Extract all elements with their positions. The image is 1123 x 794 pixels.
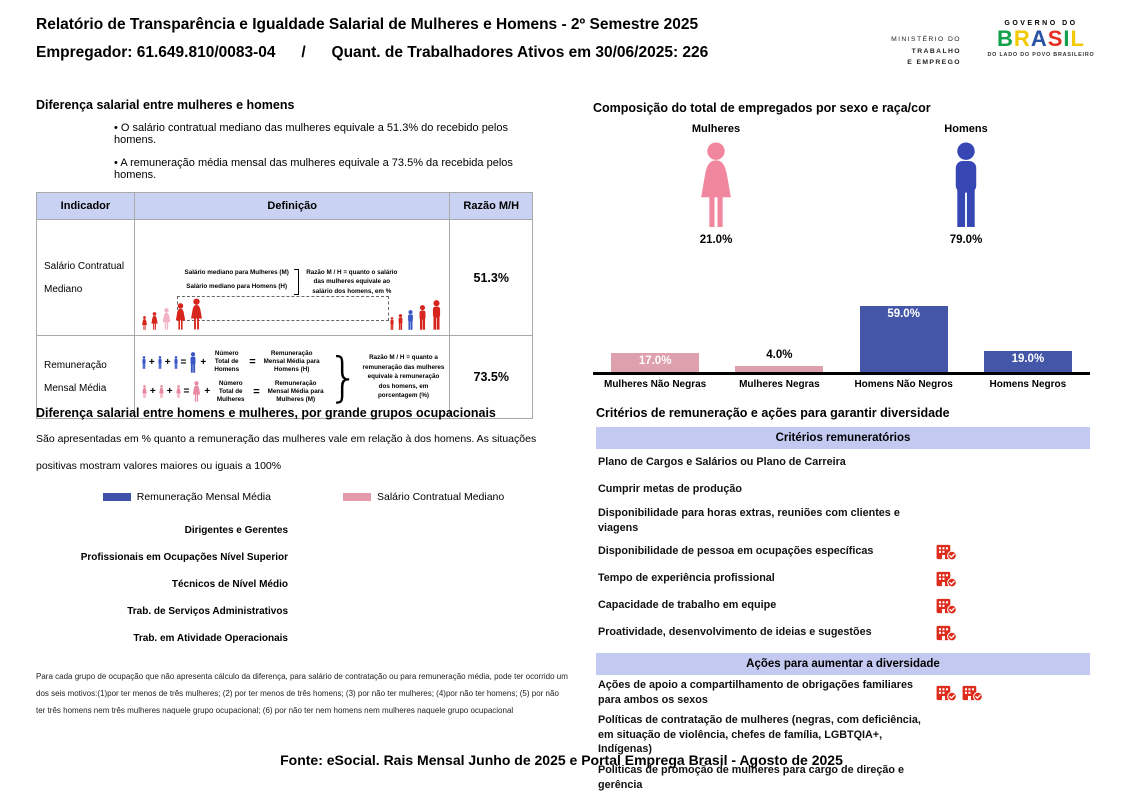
bar-slot-mulheres-nao-negras: [593, 353, 717, 372]
bar-homens-nao-negros: [860, 306, 948, 372]
woman-icon: [141, 316, 148, 330]
ministry-logo: [891, 20, 961, 69]
criteria-label: Plano de Cargos e Salários ou Plano de Carreira: [598, 456, 846, 469]
category-dirigentes: Dirigentes e Gerentes: [184, 524, 288, 536]
men-percentage: 79.0%: [949, 234, 983, 246]
header: [36, 16, 1105, 69]
criteria-label: Políticas de promoção de mulheres para cargo de direção e gerência: [598, 763, 905, 791]
x-axis-labels: [593, 375, 1090, 390]
women-sum-label: Remuneração Mensal Média para Mulheres (M): [267, 379, 324, 403]
criteria-title: Critérios de remuneração e ações para garantir diversidade: [596, 406, 950, 420]
criteria-row: [596, 592, 1090, 619]
criteria-row: [596, 538, 1090, 565]
indicator-table-header: [37, 193, 533, 220]
man-icon: [397, 314, 404, 330]
bar-slot-mulheres-negras: [717, 349, 841, 372]
category-servicos-administrativos: Trab. de Serviços Administrativos: [127, 605, 288, 617]
plus-sign: +: [166, 386, 173, 398]
criteria-label: Tempo de experiência profissional: [598, 572, 775, 585]
man-icon: [389, 317, 395, 330]
man-icon-large: [188, 352, 198, 373]
man-icon: [417, 305, 428, 330]
employer-line: Empregador: 61.649.810/0083-04 / Quant. de Trabalhadores Ativos em 30/06/2025: 226: [36, 44, 709, 61]
woman-icon: [189, 298, 204, 330]
company-check-icon: [962, 684, 983, 701]
col-indicador: Indicador: [37, 193, 135, 220]
table-row-median-salary: [37, 220, 533, 336]
criteria-row: [596, 675, 1090, 710]
report-title: Relatório de Transparência e Igualdade Salarial de Mulheres e Homens - 2º Semestre 2025: [36, 16, 699, 33]
women-summary: [651, 123, 781, 246]
race-gender-bar-chart: [593, 289, 1090, 390]
salary-gap-title: Diferença salarial entre mulheres e homens: [36, 98, 295, 112]
ministry-line3: E EMPREGO: [907, 59, 961, 67]
women-label: Mulheres: [691, 123, 741, 135]
company-check-icon: [936, 624, 957, 641]
men-sum-label: Remuneração Mensal Média para Homens (H): [263, 349, 320, 374]
men-count-label: Número Total de Homens: [214, 349, 240, 374]
plus-sign: +: [149, 386, 156, 398]
woman-icon: [158, 385, 165, 398]
women-group-figures: [141, 298, 204, 330]
legend-item-remuneracao: [103, 491, 271, 503]
criteria-row: [596, 619, 1090, 646]
men-label: Homens: [944, 123, 988, 135]
government-logo-top: GOVERNO DO: [1004, 20, 1078, 27]
government-logo-tagline: DO LADO DO POVO BRASILEIRO: [987, 52, 1095, 59]
bars-row: [593, 289, 1090, 375]
category-atividade-operacionais: Trab. em Atividade Operacionais: [133, 632, 288, 644]
occupational-section: [36, 406, 571, 719]
criteria-label: Disponibilidade de pessoa em ocupações específicas: [598, 545, 874, 558]
man-pictogram-icon: [947, 142, 985, 228]
median-dashed-box: [177, 296, 390, 321]
mean-ratio-explainer: Razão M / H = quanto a remuneração das mulheres equivale à remuneração dos homens, em porcentagem (%): [362, 354, 445, 400]
woman-icon: [150, 312, 159, 330]
bar-value-label: 17.0%: [638, 355, 672, 367]
plus-sign: +: [164, 356, 171, 368]
woman-icon: [141, 385, 148, 398]
bar-value-label: 4.0%: [766, 349, 793, 361]
source-footer: Fonte: eSocial. Rais Mensal Junho de 2025 e Portal Emprega Brasil - Agosto de 2025: [280, 752, 843, 768]
bar-value-label: 59.0%: [887, 308, 920, 320]
men-formula: [141, 350, 328, 375]
plus-sign: +: [200, 356, 207, 368]
median-men-label: Salário mediano para Homens (H): [186, 282, 288, 290]
occupational-categories: [36, 517, 571, 652]
criteria-label: Proatividade, desenvolvimento de ideias e sugestões: [598, 626, 872, 639]
plus-sign: +: [204, 386, 211, 398]
criteria-label: Disponibilidade para horas extras, reuniões com clientes e viagens: [598, 507, 900, 534]
bar-slot-homens-nao-negros: [842, 306, 966, 372]
ministry-line2: TRABALHO: [911, 47, 961, 55]
brasil-wordmark: BRASIL: [997, 26, 1085, 51]
criteria-row: [596, 503, 1090, 538]
man-icon: [173, 356, 179, 369]
actions-header-band: Ações para aumentar a diversidade: [596, 653, 1090, 675]
bar-homens-negros: [984, 351, 1072, 372]
salary-gap-bullets: [114, 122, 536, 181]
woman-icon: [174, 303, 187, 330]
company-check-icon: [936, 570, 957, 587]
criteria-label: Ações de apoio a compartilhamento de obrigações familiares para ambos os sexos: [598, 679, 914, 706]
woman-icon-large: [191, 381, 202, 402]
composition-section: [593, 101, 1090, 390]
bar-mulheres-nao-negras: [611, 353, 699, 372]
x-label: Mulheres Não Negras: [603, 379, 707, 390]
woman-icon: [175, 385, 182, 398]
company-check-icon: [936, 684, 957, 701]
equals-sign: =: [249, 356, 256, 369]
col-definicao: Definição: [134, 193, 450, 220]
definition-median: [134, 220, 450, 336]
legend-swatch-pink: [343, 493, 371, 501]
criteria-row: [596, 449, 1090, 476]
ministry-line1: MINISTÉRIO DO: [891, 36, 961, 43]
header-logos: [891, 16, 1105, 69]
equals-sign: =: [253, 385, 260, 398]
company-check-icon: [936, 597, 957, 614]
median-ratio-explainer: Razão M / H = quanto o salário das mulheres equivale ao salário dos homens, em %: [306, 269, 398, 295]
men-group-figures: [389, 300, 443, 330]
occupational-footnote: Para cada grupo de ocupação que não apresenta cálculo da diferença, para salário de contratação ou para remuneração média, pode ter ocorrido um dos seis motivos:(1)por ter menos de três mulheres; (2) por ter menos de três homens; (3) por não ter mulheres; (4)por não ter homens; (5) por não ter três homens nem três mulheres naquele grupo ocupacional; (6) por não ter nem homens nem mulheres naquele grupo ocupacional: [36, 671, 568, 715]
criteria-row: [596, 565, 1090, 592]
women-count-label: Número Total de Mulheres: [216, 379, 245, 403]
mean-ratio-value: 73.5%: [450, 336, 533, 419]
x-label: Mulheres Negras: [739, 379, 820, 390]
bullet-median-salary: • O salário contratual mediano das mulheres equivale a 51.3% do recebido pelos homens.: [114, 122, 536, 146]
criteria-header-band: Critérios remuneratórios: [596, 427, 1090, 449]
legend-label: Salário Contratual Mediano: [376, 490, 505, 503]
occupational-title: Diferença salarial entre homens e mulheres, por grande grupos ocupacionais: [36, 406, 496, 420]
indicator-label: Salário Contratual Mediano: [37, 220, 135, 336]
bar-slot-homens-negros: [966, 351, 1090, 372]
bullet-mean-remuneration: • A remuneração média mensal das mulheres equivale a 73.5% da recebida pelos homens.: [114, 157, 536, 181]
woman-icon-highlight: [161, 308, 172, 330]
category-profissionais: Profissionais em Ocupações Nível Superior: [80, 551, 288, 563]
brace-shape: }: [327, 346, 360, 408]
median-ratio-value: 51.3%: [450, 220, 533, 336]
government-logo: [977, 20, 1105, 58]
man-icon: [141, 356, 147, 369]
man-icon: [157, 356, 163, 369]
man-icon: [430, 300, 443, 330]
company-check-icon: [936, 543, 957, 560]
equals-sign: =: [180, 356, 187, 368]
category-tecnicos: Técnicos de Nível Médio: [171, 578, 288, 590]
criteria-label: Políticas de contratação de mulheres (negras, com deficiência, em situação de violência, chefes de família, LGBTQIA+, Indígenas): [598, 714, 921, 756]
plus-sign: +: [148, 356, 155, 368]
legend-item-salario: [343, 491, 504, 503]
col-razao: Razão M/H: [450, 193, 533, 220]
occupational-subtitle: São apresentadas em % quanto a remuneração das mulheres vale em relação à dos homens. As situações positivas mostram valores maiores ou iguais a 100%: [36, 433, 537, 473]
legend-swatch-blue: [103, 493, 131, 501]
woman-pictogram-icon: [694, 142, 738, 228]
criteria-label: Capacidade de trabalho em equipe: [598, 599, 777, 612]
bar-value-label: 19.0%: [1011, 353, 1045, 365]
people-diagram-median: [139, 284, 446, 330]
men-summary: [901, 123, 1031, 246]
occupational-legend: [36, 491, 571, 503]
x-label: Homens Não Negros: [854, 379, 953, 390]
equals-sign: =: [183, 386, 190, 398]
criteria-section: [596, 406, 1090, 794]
x-label: Homens Negros: [989, 379, 1067, 390]
indicator-table: [36, 192, 533, 419]
criteria-label: Cumprir metas de produção: [598, 483, 742, 496]
women-percentage: 21.0%: [699, 234, 733, 246]
legend-label: Remuneração Mensal Média: [136, 490, 271, 503]
indicator-label: Remuneração Mensal Média: [37, 336, 135, 419]
median-women-label: Salário mediano para Mulheres (M): [184, 269, 289, 277]
criteria-row: [596, 476, 1090, 503]
bar-mulheres-negras: [735, 349, 823, 372]
man-icon-highlight: [406, 310, 415, 330]
salary-gap-section: [36, 98, 536, 419]
composition-title: Composição do total de empregados por sexo e raça/cor: [593, 101, 931, 115]
women-formula: [141, 380, 328, 405]
